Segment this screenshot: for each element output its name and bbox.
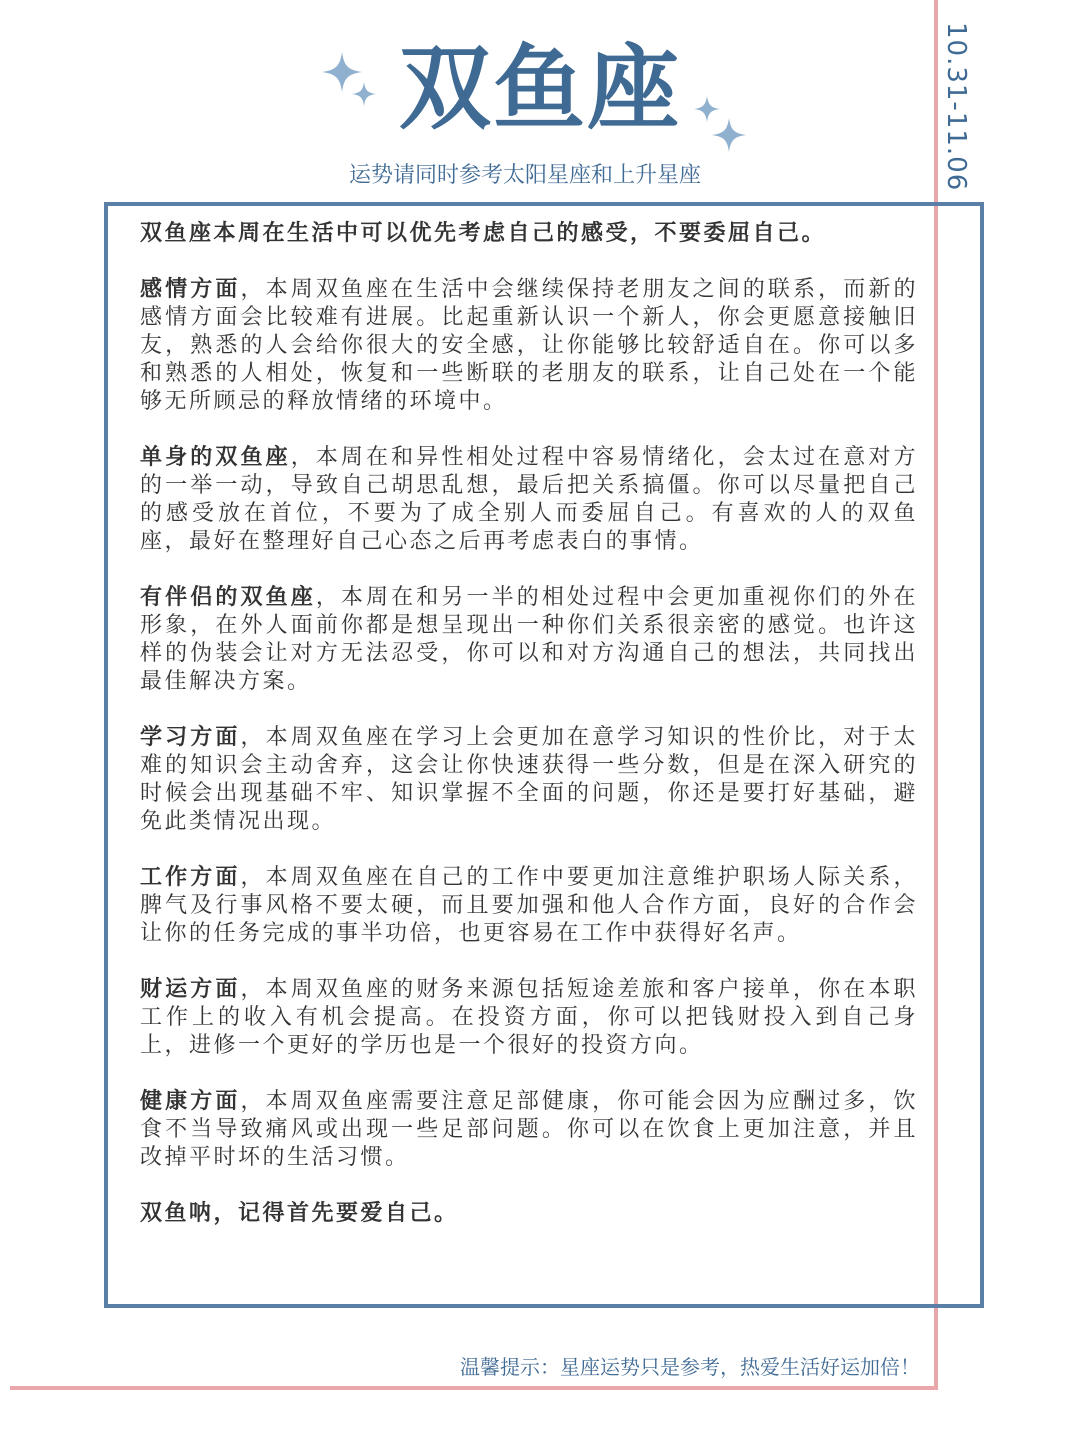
lead-text: 双鱼座本周在生活中可以优先考虑自己的感受，不要委屈自己。 — [140, 221, 827, 246]
section-heading: 财运方面 — [140, 977, 241, 1002]
content-box — [104, 202, 984, 1308]
section-heading: 工作方面 — [140, 865, 241, 890]
section-study — [140, 724, 918, 836]
section-heading: 有伴侣的双鱼座 — [140, 585, 316, 610]
section-partnered — [140, 584, 918, 696]
subtitle: 运势请同时参考太阳星座和上升星座 — [348, 163, 701, 188]
section-text: ，本周双鱼座需要注意足部健康，你可能会因为应酬过多，饮食不当导致痛风或出现一些足部问题。你可以在饮食上更加注意，并且改掉平时坏的生活习惯。 — [140, 1089, 918, 1170]
section-heading: 健康方面 — [140, 1089, 241, 1114]
sparkle-icon — [712, 118, 746, 152]
section-health — [140, 1088, 918, 1172]
frame-line-horizontal — [10, 1386, 938, 1390]
footer-tip: 温馨提示：星座运势只是参考，热爱生活好运加倍！ — [460, 1355, 920, 1379]
closing-text: 双鱼呐，记得首先要爱自己。 — [140, 1201, 459, 1226]
page-title: 双鱼座 — [398, 35, 681, 142]
date-range: 10.31-11.06 — [941, 22, 971, 192]
section-text: ，本周双鱼座在学习上会更加在意学习知识的性价比，对于太难的知识会主动舍弃，这会让你快速获得一些分数，但是在深入研究的时候会出现基础不牢、知识掌握不全面的问题，你还是要打好基础，避免此类情况出现。 — [140, 725, 918, 834]
section-text: ，本周在和另一半的相处过程中会更加重视你们的外在形象，在外人面前你都是想呈现出一种你们关系很亲密的感觉。也许这样的伪装会让对方无法忍受，你可以和对方沟通自己的想法，共同找出最佳解决方案。 — [140, 585, 918, 694]
section-text: ，本周在和异性相处过程中容易情绪化，会太过在意对方的一举一动，导致自己胡思乱想，最后把关系搞僵。你可以尽量把自己的感受放在首位，不要为了成全别人而委屈自己。有喜欢的人的双鱼座，最好在整理好自己心态之后再考虑表白的事情。 — [140, 445, 918, 554]
section-heading: 感情方面 — [140, 277, 241, 302]
section-wealth — [140, 976, 918, 1060]
section-work — [140, 864, 918, 948]
section-single — [140, 444, 918, 556]
section-text: ，本周双鱼座在自己的工作中要更加注意维护职场人际关系，脾气及行事风格不要太硬，而且要加强和他人合作方面，良好的合作会让你的任务完成的事半功倍，也更容易在工作中获得好名声。 — [140, 865, 918, 946]
section-love — [140, 276, 918, 416]
section-heading: 单身的双鱼座 — [140, 445, 291, 470]
section-heading: 学习方面 — [140, 725, 241, 750]
section-text: ，本周双鱼座的财务来源包括短途差旅和客户接单，你在本职工作上的收入有机会提高。在投资方面，你可以把钱财投入到自己身上，进修一个更好的学历也是一个很好的投资方向。 — [140, 977, 918, 1058]
content-body — [140, 220, 918, 1228]
section-text: ，本周双鱼座在生活中会继续保持老朋友之间的联系，而新的感情方面会比较难有进展。比起重新认识一个新人，你会更愿意接触旧友，熟悉的人会给你很大的安全感，让你能够比较舒适自在。你可以多和熟悉的人相处，恢复和一些断联的老朋友的联系，让自己处在一个能够无所顾忌的释放情绪的环境中。 — [140, 277, 918, 414]
sparkle-icon — [352, 82, 376, 106]
